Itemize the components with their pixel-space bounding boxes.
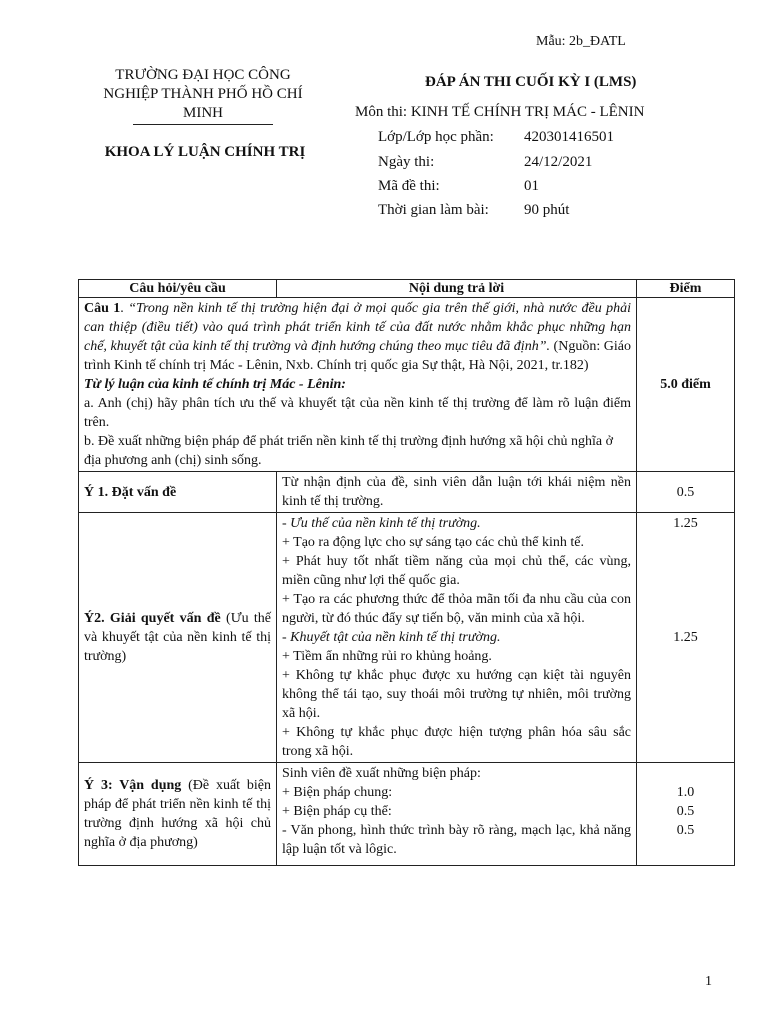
meta-label: Lớp/Lớp học phần: <box>378 129 494 145</box>
school-name-line-3: MINH <box>183 105 223 121</box>
table-row <box>79 472 735 513</box>
advantage-item: + Tạo ra động lực cho sự sáng tạo các chủ thể kinh tế. <box>282 535 584 550</box>
table-row <box>79 763 735 866</box>
page-number: 1 <box>705 974 712 989</box>
school-name-line-1: TRƯỜNG ĐẠI HỌC CÔNG <box>115 67 291 83</box>
school-name-line-2: NGHIỆP THÀNH PHỐ HỒ CHÍ <box>103 86 303 102</box>
meta-duration <box>378 202 569 219</box>
meta-exam-code <box>378 178 539 195</box>
header-content: Nội dung trả lời <box>277 280 637 298</box>
row3-score: 1.0 <box>676 785 695 800</box>
row3-content <box>277 763 637 866</box>
faculty-name: KHOA LÝ LUẬN CHÍNH TRỊ <box>104 144 306 160</box>
meta-date <box>378 154 592 171</box>
question-part-a: a. Anh (chị) hãy phân tích ưu thế và khuyết tật của nền kinh tế thị trường để làm rõ luận điểm trên. <box>84 396 631 430</box>
row3-subtitle: (Đề xuất biện pháp để phát triển nền kinh tế thị trường định hướng xã hội chủ nghĩa ở địa phương) <box>84 778 271 850</box>
score-defects: 1.25 <box>673 630 698 645</box>
row2-content <box>277 513 637 763</box>
row3-scores <box>637 763 735 866</box>
defect-item: + Không tự khắc phục được hiện tượng phân hóa sâu sắc trong xã hội. <box>282 725 631 759</box>
meta-value: 01 <box>524 178 539 194</box>
row2-title-bold: Ý2. Giải quyết vấn đề <box>84 611 221 626</box>
question-source: (Nguồn: Giáo trình Kinh tế chính trị Mác - Lênin, Nxb. Chính trị quốc gia Sự thật, Hà Nội, 2021, tr.182) <box>84 339 631 373</box>
row1-title: Ý 1. Đặt vấn đề <box>79 472 277 513</box>
form-code: Mẫu: 2b_ĐATL <box>536 34 626 49</box>
row3-title-bold: Ý 3: Vận dụng <box>84 778 182 793</box>
defect-item: + Không tự khắc phục được xu hướng cạn kiệt tài nguyên không thể tái tạo, suy thoái môi trường tự nhiên, môi trường xã hội. <box>282 668 631 721</box>
meta-value: 24/12/2021 <box>524 154 593 170</box>
exam-subject: Môn thi: KINH TẾ CHÍNH TRỊ MÁC - LÊNIN <box>355 104 645 120</box>
row3-line: + Biện pháp cụ thể: <box>282 804 392 819</box>
question-instruction: Từ lý luận của kinh tế chính trị Mác - Lênin: <box>84 377 346 392</box>
question-separator: . <box>120 301 129 316</box>
question-score: 5.0 điểm <box>637 298 735 472</box>
advantage-item: + Tạo ra các phương thức để thỏa mãn tối đa nhu cầu của con người, từ đó thúc đẩy sự tiến bộ, văn minh của xã hội. <box>282 592 631 626</box>
header-question: Câu hỏi/yêu cầu <box>79 280 277 298</box>
meta-value: 420301416501 <box>524 129 614 145</box>
question-label: Câu 1 <box>84 301 121 316</box>
meta-label: Thời gian làm bài: <box>378 202 489 218</box>
header-score: Điểm <box>637 280 735 298</box>
row3-line: + Biện pháp chung: <box>282 785 393 800</box>
question-quote: “Trong nền kinh tế thị trường hiện đại ở mọi quốc gia trên thế giới, nhà nước đều phải can thiệp (điều tiết) vào quá trình phát triển kinh tế của đất nước nhằm khắc phục những hạn chế, khuyết tật của kinh tế thị trường và định hướng chúng theo mục tiêu đã định”. <box>84 301 631 354</box>
answer-table <box>78 279 735 866</box>
question-part-b: b. Đề xuất những biện pháp để phát triển nền kinh tế thị trường định hướng xã hội chủ nghĩa ở <box>84 434 614 449</box>
school-name <box>92 66 314 123</box>
defect-item: + Tiềm ẩn những rủi ro khủng hoảng. <box>282 649 492 664</box>
row3-line: - Văn phong, hình thức trình bày rõ ràng, mạch lạc, khả năng lập luận tốt và lôgic. <box>282 823 631 857</box>
meta-value: 90 phút <box>524 202 570 218</box>
meta-label: Ngày thi: <box>378 154 435 170</box>
exam-title: ĐÁP ÁN THI CUỐI KỲ I (LMS) <box>425 74 637 90</box>
row3-line: Sinh viên đề xuất những biện pháp: <box>282 766 481 781</box>
defects-heading: - Khuyết tật của nền kinh tế thị trường. <box>282 630 501 645</box>
row2-title <box>79 513 277 763</box>
row1-score: 0.5 <box>637 472 735 513</box>
score-advantages: 1.25 <box>673 516 698 531</box>
advantages-heading: - Ưu thế của nền kinh tế thị trường. <box>282 516 481 531</box>
table-row <box>79 513 735 763</box>
question-text <box>84 299 631 375</box>
row2-scores <box>637 513 735 763</box>
meta-class <box>378 129 614 146</box>
table-header-row <box>79 280 735 298</box>
row2-subtitle: (Ưu thế và khuyết tật của nền kinh tế thị trường) <box>84 611 271 664</box>
school-divider <box>133 124 273 125</box>
row3-title <box>79 763 277 866</box>
advantage-item: + Phát huy tốt nhất tiềm năng của mọi chủ thể, các vùng, miền cũng như lợi thế quốc gia. <box>282 554 631 588</box>
row1-content: Từ nhận định của đề, sinh viên dẫn luận tới khái niệm nền kinh tế thị trường. <box>277 472 637 513</box>
row3-score: 0.5 <box>676 823 695 838</box>
question-row <box>79 298 735 472</box>
row3-score: 0.5 <box>676 804 695 819</box>
meta-label: Mã đề thi: <box>378 178 440 194</box>
question-part-b-cont: địa phương anh (chị) sinh sống. <box>84 453 262 468</box>
question-cell <box>79 298 637 472</box>
